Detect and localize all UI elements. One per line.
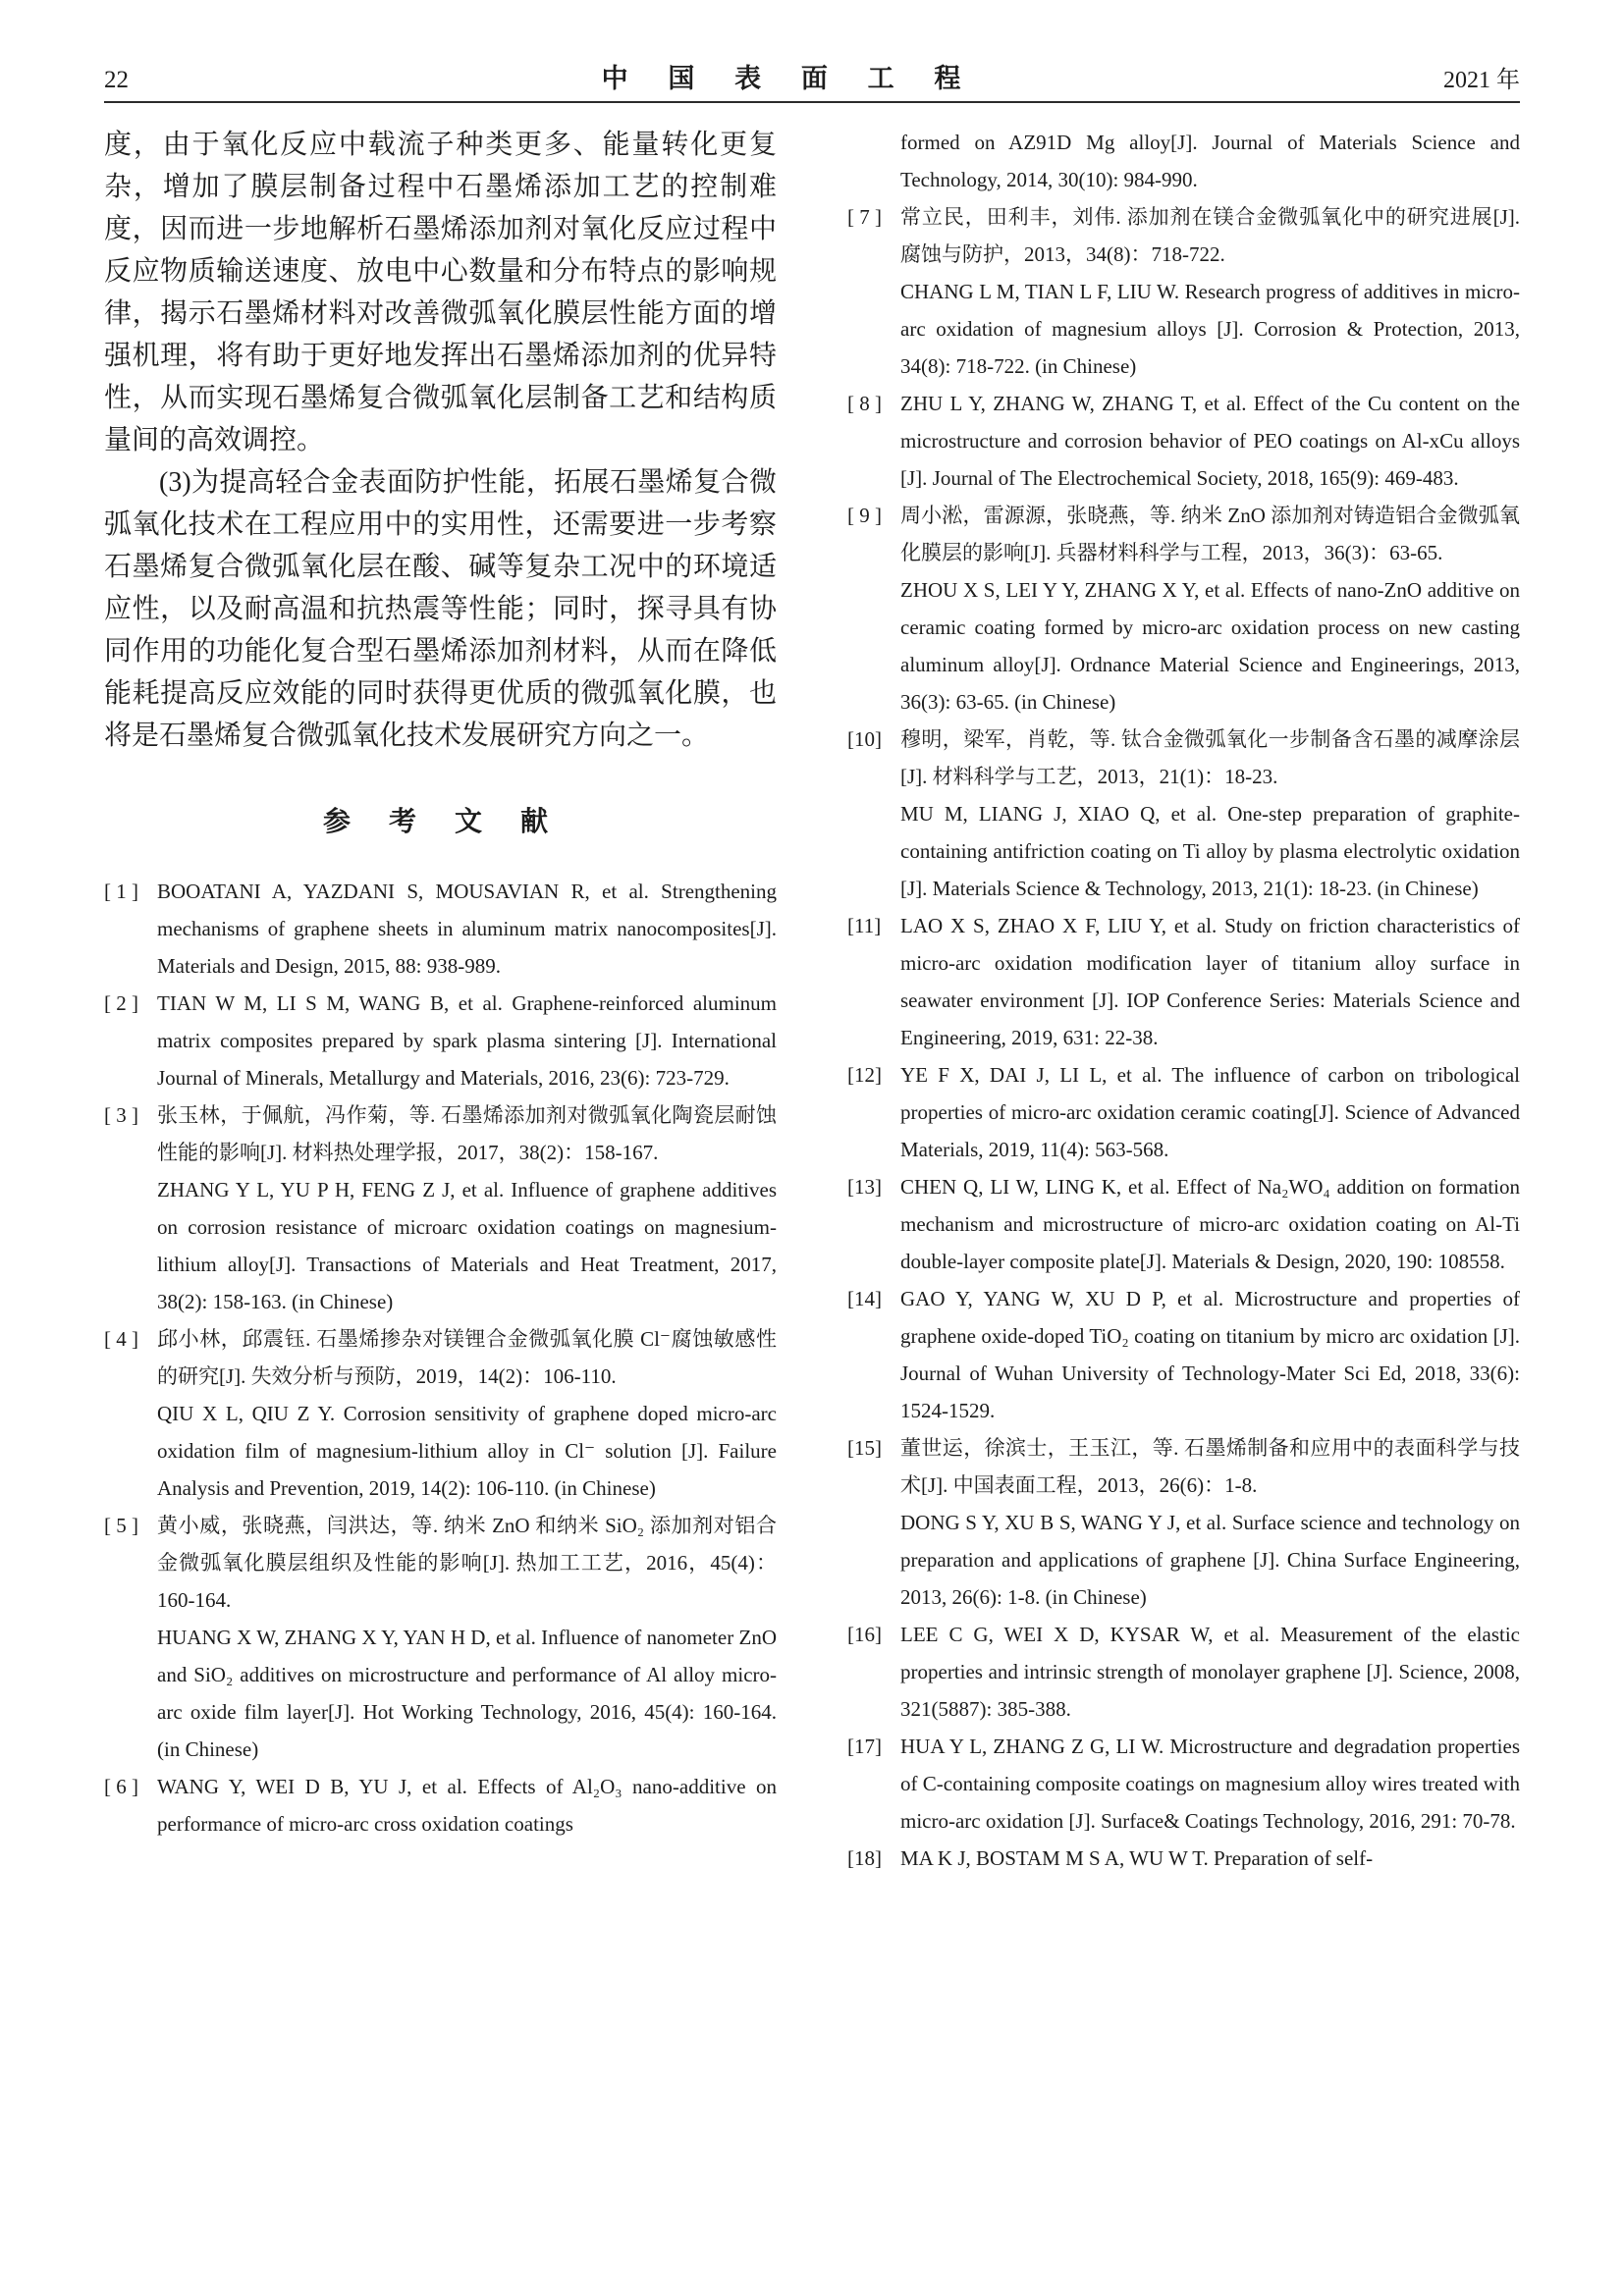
reference-label: [ 7 ] xyxy=(847,205,882,229)
reference-item xyxy=(847,198,1520,385)
reference-body xyxy=(900,198,1520,385)
reference-body xyxy=(900,907,1520,1056)
reference-item xyxy=(104,873,777,985)
reference-body xyxy=(900,497,1520,721)
references-list-left xyxy=(104,873,777,1842)
reference-text: 穆明，梁军，肖乾，等. 钛合金微弧氧化一步制备含石墨的减摩涂层[J]. 材料科学与工艺，2013，21(1)：18-23. xyxy=(900,727,1520,788)
reference-body xyxy=(157,985,777,1096)
reference-label: [15] xyxy=(847,1436,882,1460)
reference-item xyxy=(847,907,1520,1056)
reference-item xyxy=(847,497,1520,721)
reference-label: [ 6 ] xyxy=(104,1775,138,1798)
reference-text: CHEN Q, LI W, LING K, et al. Effect of Na₂WO₄ addition on formation mechanism and microstructure of micro-arc oxidation coating on Al-Ti double-layer composite plate[J]. Materials & Design, 2020, 190: 108558. xyxy=(900,1175,1520,1273)
reference-label: [ 4 ] xyxy=(104,1327,138,1351)
reference-text: MU M, LIANG J, XIAO Q, et al. One-step preparation of graphite-containing antifriction coating on Ti alloy by plasma electrolytic oxidation [J]. Materials Science & Technology, 2013, 21(1): 18-23. (in Chinese) xyxy=(900,802,1520,900)
reference-text: QIU X L, QIU Z Y. Corrosion sensitivity of graphene doped micro-arc oxidation film of magnesium-lithium alloy in Cl⁻ solution [J]. Failure Analysis and Prevention, 2019, 14(2): 106-110. (in Chinese) xyxy=(157,1402,777,1500)
reference-item xyxy=(104,1768,777,1842)
right-column xyxy=(847,124,1520,1877)
reference-label: [17] xyxy=(847,1735,882,1758)
reference-text: 董世运，徐滨士，王玉江，等. 石墨烯制备和应用中的表面科学与技术[J]. 中国表面工程，2013，26(6)：1-8. xyxy=(900,1436,1520,1497)
reference-item xyxy=(847,1728,1520,1840)
reference-text: GAO Y, YANG W, XU D P, et al. Microstructure and properties of graphene oxide-doped TiO₂ coating on titanium by micro arc oxidation [J]. Journal of Wuhan University of Technology-Mater Sci Ed, 2018, 33(6): 1524-1529. xyxy=(900,1287,1520,1422)
reference-text: 张玉林，于佩航，冯作菊，等. 石墨烯添加剂对微弧氧化陶瓷层耐蚀性能的影响[J]. 材料热处理学报，2017，38(2)：158-167. xyxy=(157,1103,777,1164)
left-column xyxy=(104,124,777,1877)
reference-text: 黄小威，张晓燕，闫洪达，等. 纳米 ZnO 和纳米 SiO₂ 添加剂对铝合金微弧氧化膜层组织及性能的影响[J]. 热加工工艺，2016，45(4)：160-164. xyxy=(157,1514,777,1612)
reference-text: HUA Y L, ZHANG Z G, LI W. Microstructure and degradation properties of C-containing composite coatings on magnesium alloy wires treated with micro-arc oxidation [J]. Surface& Coatings Technology, 2016, 291: 70-78. xyxy=(900,1735,1520,1833)
reference-text: LEE C G, WEI X D, KYSAR W, et al. Measurement of the elastic properties and intrinsic strength of monolayer graphene [J]. Science, 2008, 321(5887): 385-388. xyxy=(900,1623,1520,1721)
reference-label: [16] xyxy=(847,1623,882,1646)
reference-text: ZHOU X S, LEI Y Y, ZHANG X Y, et al. Effects of nano-ZnO additive on ceramic coating formed by micro-arc oxidation process on new casting aluminum alloy[J]. Ordnance Material Science and Engineerings, 2013, 36(3): 63-65. (in Chinese) xyxy=(900,578,1520,714)
reference-item xyxy=(847,1616,1520,1728)
reference-item xyxy=(847,385,1520,497)
reference-text: DONG S Y, XU B S, WANG Y J, et al. Surface science and technology on preparation and applications of graphene [J]. China Surface Engineering, 2013, 26(6): 1-8. (in Chinese) xyxy=(900,1511,1520,1609)
reference-label: [10] xyxy=(847,727,882,751)
journal-title: 中 国 表 面 工 程 xyxy=(601,64,971,93)
reference-text: ZHU L Y, ZHANG W, ZHANG T, et al. Effect of the Cu content on the microstructure and corrosion behavior of PEO coatings on Al-xCu alloys [J]. Journal of The Electrochemical Society, 2018, 165(9): 469-483. xyxy=(900,392,1520,490)
reference-item xyxy=(847,124,1520,198)
reference-item xyxy=(847,1280,1520,1429)
header-rule xyxy=(104,101,1520,103)
references-heading: 参 考 文 献 xyxy=(322,807,558,837)
reference-text: LAO X S, ZHAO X F, LIU Y, et al. Study on friction characteristics of micro-arc oxidation modification layer of titanium alloy surface in seawater environment [J]. IOP Conference Series: Materials Science and Engineering, 2019, 631: 22-38. xyxy=(900,914,1520,1049)
reference-item xyxy=(847,721,1520,907)
conclusion-paragraph-1: 度，由于氧化反应中载流子种类更多、能量转化更复杂，增加了膜层制备过程中石墨烯添加工艺的控制难度，因而进一步地解析石墨烯添加剂对氧化反应过程中反应物质输送速度、放电中心数量和分布特点的影响规律，揭示石墨烯材料对改善微弧氧化膜层性能方面的增强机理，将有助于更好地发挥出石墨烯添加剂的优异特性，从而实现石墨烯复合微弧氧化层制备工艺和结构质量间的高效调控。 xyxy=(104,130,777,455)
reference-body xyxy=(157,1096,777,1320)
reference-body xyxy=(157,1768,777,1842)
reference-item xyxy=(104,1507,777,1768)
reference-label: [18] xyxy=(847,1846,882,1870)
reference-text: TIAN W M, LI S M, WANG B, et al. Graphene-reinforced aluminum matrix composites prepared by spark plasma sintering [J]. International Journal of Minerals, Metallurgy and Materials, 2016, 23(6): 723-729. xyxy=(157,991,777,1090)
reference-text: 周小淞，雷源源，张晓燕，等. 纳米 ZnO 添加剂对铸造铝合金微弧氧化膜层的影响[J]. 兵器材料科学与工程，2013，36(3)：63-65. xyxy=(900,504,1520,564)
reference-body xyxy=(900,124,1520,198)
page-content xyxy=(104,124,1520,1877)
reference-label: [ 2 ] xyxy=(104,991,138,1015)
reference-item xyxy=(104,985,777,1096)
reference-item xyxy=(847,1168,1520,1280)
reference-body xyxy=(157,1320,777,1507)
reference-text: 邱小林，邱震钰. 石墨烯掺杂对镁锂合金微弧氧化膜 Cl⁻腐蚀敏感性的研究[J]. 失效分析与预防，2019，14(2)：106-110. xyxy=(157,1327,777,1388)
reference-body xyxy=(900,1056,1520,1168)
reference-label: [ 9 ] xyxy=(847,504,882,527)
reference-item xyxy=(847,1056,1520,1168)
reference-body xyxy=(900,1728,1520,1840)
reference-text: YE F X, DAI J, LI L, et al. The influence of carbon on tribological properties of micro-arc oxidation ceramic coating[J]. Science of Advanced Materials, 2019, 11(4): 563-568. xyxy=(900,1063,1520,1161)
reference-body xyxy=(900,1429,1520,1616)
reference-label: [ 8 ] xyxy=(847,392,882,415)
page-header xyxy=(104,57,1520,95)
publication-year: 2021 年 xyxy=(1443,68,1520,93)
reference-body xyxy=(900,1840,1520,1877)
reference-label: [14] xyxy=(847,1287,882,1310)
reference-text: 常立民，田利丰，刘伟. 添加剂在镁合金微弧氧化中的研究进展[J]. 腐蚀与防护，2013，34(8)：718-722. xyxy=(900,205,1520,266)
reference-label: [ 5 ] xyxy=(104,1514,138,1537)
reference-text: HUANG X W, ZHANG X Y, YAN H D, et al. Influence of nanometer ZnO and SiO₂ additives on microstructure and performance of Al alloy micro-arc oxide film layer[J]. Hot Working Technology, 2016, 45(4): 160-164. (in Chinese) xyxy=(157,1626,777,1761)
reference-body xyxy=(900,1280,1520,1429)
reference-body xyxy=(900,721,1520,907)
reference-text: WANG Y, WEI D B, YU J, et al. Effects of Al₂O₃ nano-additive on performance of micro-arc cross oxidation coatings xyxy=(157,1775,777,1836)
reference-body xyxy=(900,385,1520,497)
reference-text: ZHANG Y L, YU P H, FENG Z J, et al. Influence of graphene additives on corrosion resistance of microarc oxidation coatings on magnesium-lithium alloy[J]. Transactions of Materials and Heat Treatment, 2017, 38(2): 158-163. (in Chinese) xyxy=(157,1178,777,1313)
reference-text: BOOATANI A, YAZDANI S, MOUSAVIAN R, et al. Strengthening mechanisms of graphene sheets in aluminum matrix nanocomposites[J]. Materials and Design, 2015, 88: 938-989. xyxy=(157,880,777,978)
references-list-right xyxy=(847,124,1520,1877)
reference-item xyxy=(104,1320,777,1507)
reference-body xyxy=(157,873,777,985)
reference-label: [ 3 ] xyxy=(104,1103,138,1127)
reference-body xyxy=(900,1168,1520,1280)
page-number: 22 xyxy=(104,67,129,93)
reference-label: [13] xyxy=(847,1175,882,1199)
reference-label: [12] xyxy=(847,1063,882,1087)
reference-label: [11] xyxy=(847,914,882,937)
reference-item xyxy=(104,1096,777,1320)
reference-item xyxy=(847,1429,1520,1616)
reference-text: MA K J, BOSTAM M S A, WU W T. Preparation of self- xyxy=(900,1846,1374,1870)
reference-label: [ 1 ] xyxy=(104,880,138,903)
reference-text: formed on AZ91D Mg alloy[J]. Journal of Materials Science and Technology, 2014, 30(10): 984-990. xyxy=(900,131,1520,191)
reference-body xyxy=(900,1616,1520,1728)
reference-item xyxy=(847,1840,1520,1877)
reference-text: CHANG L M, TIAN L F, LIU W. Research progress of additives in micro-arc oxidation of magnesium alloys [J]. Corrosion & Protection, 2013, 34(8): 718-722. (in Chinese) xyxy=(900,280,1520,378)
reference-body xyxy=(157,1507,777,1768)
conclusion-paragraph-2: (3)为提高轻合金表面防护性能，拓展石墨烯复合微弧氧化技术在工程应用中的实用性，还需要进一步考察石墨烯复合微弧氧化层在酸、碱等复杂工况中的环境适应性，以及耐高温和抗热震等性能；同时，探寻具有协同作用的功能化复合型石墨烯添加剂材料，从而在降低能耗提高反应效能的同时获得更优质的微弧氧化膜，也将是石墨烯复合微弧氧化技术发展研究方向之一。 xyxy=(104,467,777,751)
